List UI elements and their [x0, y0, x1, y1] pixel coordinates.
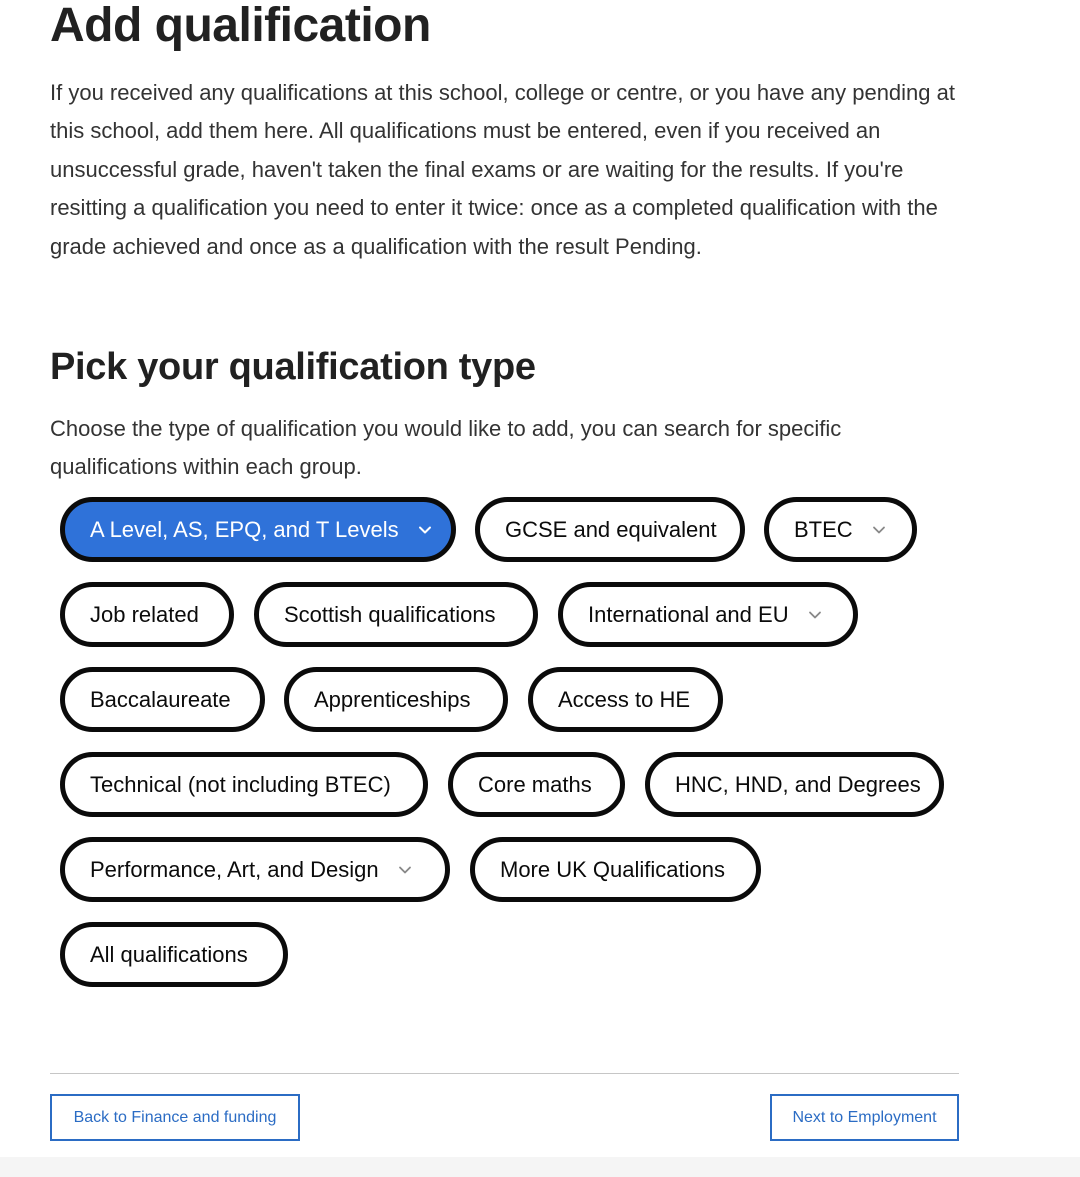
pill-label: HNC, HND, and Degrees — [675, 771, 921, 797]
qualification-type-core-maths[interactable] — [448, 752, 625, 817]
pill-label: Core maths — [478, 771, 592, 797]
qualification-type-job-related[interactable] — [60, 582, 234, 647]
pill-label: Technical (not including BTEC) — [90, 771, 391, 797]
section-description: Choose the type of qualification you would like to add, you can search for specific qualifications within each group. — [50, 416, 842, 480]
qualification-type-baccalaureate[interactable] — [60, 667, 265, 732]
pill-label: Access to HE — [558, 686, 691, 712]
pill-label: International and EU — [588, 601, 789, 627]
pill-label: GCSE and equivalent — [505, 516, 717, 542]
qualification-type-apprenticeships[interactable] — [284, 667, 508, 732]
page-title: Add qualification — [50, 0, 431, 52]
qualification-type-technical[interactable] — [60, 752, 428, 817]
pill-label: Performance, Art, and Design — [90, 856, 379, 882]
chevron-down-icon — [417, 522, 433, 538]
pill-label: BTEC — [794, 516, 853, 542]
pill-label: More UK Qualifications — [500, 856, 725, 882]
pill-label: A Level, AS, EPQ, and T Levels — [90, 516, 399, 542]
qualification-type-hnc-hnd-degrees[interactable] — [645, 752, 944, 817]
footer-divider — [50, 1073, 959, 1074]
qualification-type-a-level[interactable] — [60, 497, 456, 562]
qualification-type-btec[interactable] — [764, 497, 917, 562]
pill-label: All qualifications — [90, 941, 248, 967]
next-button[interactable]: Next to Employment — [770, 1094, 959, 1141]
qualification-type-more-uk[interactable] — [470, 837, 761, 902]
qualification-type-gcse[interactable] — [475, 497, 745, 562]
intro-paragraph: If you received any qualifications at this school, college or centre, or you have any pending at this school, add them here. All qualifications must be entered, even if you received an unsuccessful grade, haven't taken the final exams or are waiting for the results. If you're resitting a qualification you need to enter it twice: once as a completed qualification with the grade achieved and once as a qualification with the result Pending. — [50, 80, 955, 259]
back-button[interactable]: Back to Finance and funding — [50, 1094, 300, 1141]
pill-label: Apprenticeships — [314, 686, 471, 712]
pill-label: Baccalaureate — [90, 686, 231, 712]
pill-label: Job related — [90, 601, 199, 627]
qualification-type-performance-art-design[interactable] — [60, 837, 450, 902]
qualification-type-scottish[interactable] — [254, 582, 538, 647]
chevron-down-icon — [397, 862, 413, 878]
section-title: Pick your qualification type — [50, 346, 536, 388]
qualification-type-all[interactable] — [60, 922, 288, 987]
qualification-type-access-to-he[interactable] — [528, 667, 723, 732]
page-bottom-band — [0, 1157, 1080, 1177]
pill-label: Scottish qualifications — [284, 601, 496, 627]
qualification-type-international[interactable] — [558, 582, 858, 647]
chevron-down-icon — [807, 607, 823, 623]
chevron-down-icon — [871, 522, 887, 538]
